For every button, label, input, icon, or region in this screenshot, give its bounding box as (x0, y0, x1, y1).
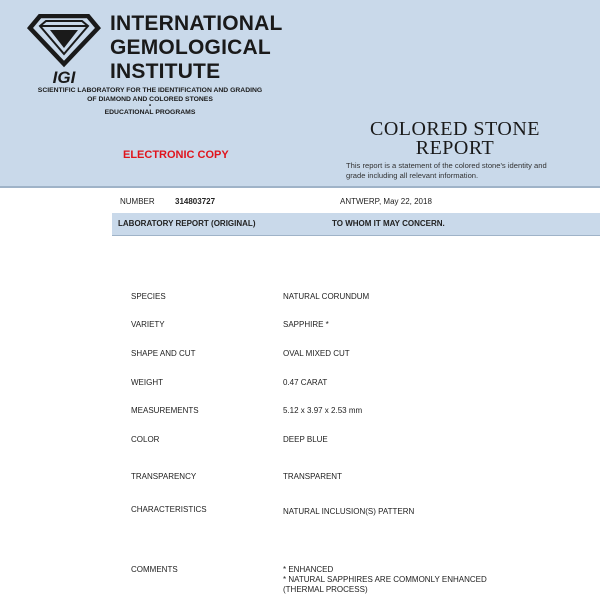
field-label-species: SPECIES (131, 292, 166, 301)
field-value-measurements: 5.12 x 3.97 x 2.53 mm (283, 406, 363, 415)
field-value-shape-cut: OVAL MIXED CUT (283, 349, 350, 358)
field-label-variety: VARIETY (131, 320, 165, 329)
bullet-icon: • (148, 103, 152, 109)
tagline-line: EDUCATIONAL PROGRAMS (104, 109, 196, 116)
field-value-color: DEEP BLUE (283, 435, 328, 444)
field-value-weight: 0.47 CARAT (283, 378, 328, 387)
field-label-characteristics: CHARACTERISTICS (131, 505, 207, 514)
field-label-comments: COMMENTS (131, 565, 178, 574)
field-value-species: NATURAL CORUNDUM (283, 292, 370, 301)
org-name-line: INSTITUTE (110, 60, 221, 83)
field-label-transparency: TRANSPARENCY (131, 472, 197, 481)
concern-label: TO WHOM IT MAY CONCERN. (332, 219, 445, 228)
report-title (340, 120, 570, 158)
report-title-line: REPORT (415, 137, 495, 159)
report-number: 314803727 (175, 197, 216, 206)
field-label-measurements: MEASUREMENTS (131, 406, 199, 415)
org-name-line: INTERNATIONAL (110, 12, 283, 35)
number-label: NUMBER (120, 197, 155, 206)
field-value-characteristics: NATURAL INCLUSION(S) PATTERN (283, 507, 415, 516)
field-value-comments (283, 565, 487, 595)
field-value-variety: SAPPHIRE * (283, 320, 329, 329)
comment-line: * ENHANCED (283, 565, 334, 574)
field-label-shape-cut: SHAPE AND CUT (131, 349, 196, 358)
comment-line: (THERMAL PROCESS) (283, 585, 368, 594)
org-name-line: GEMOLOGICAL (110, 36, 271, 59)
field-label-weight: WEIGHT (131, 378, 163, 387)
tagline (0, 86, 300, 117)
field-label-color: COLOR (131, 435, 160, 444)
field-value-transparency: TRANSPARENT (283, 472, 342, 481)
tagline-line: SCIENTIFIC LABORATORY FOR THE IDENTIFICATION AND GRADING (37, 87, 263, 94)
lab-report-label: LABORATORY REPORT (ORIGINAL) (118, 219, 256, 228)
org-name (110, 12, 283, 84)
electronic-copy-label: ELECTRONIC COPY (123, 149, 229, 161)
lab-report-bar (112, 213, 600, 236)
logo-letters: IGI (52, 68, 76, 86)
report-title-line: COLORED STONE (369, 118, 541, 140)
place-date: ANTWERP, May 22, 2018 (340, 197, 432, 206)
header-divider (0, 186, 600, 188)
igi-diamond-logo-icon (26, 14, 102, 86)
tagline-line: OF DIAMOND AND COLORED STONES (87, 96, 213, 103)
report-description: This report is a statement of the colored stone's identity and grade including all relevant information. (346, 161, 547, 180)
comment-line: * NATURAL SAPPHIRES ARE COMMONLY ENHANCED (283, 575, 487, 584)
